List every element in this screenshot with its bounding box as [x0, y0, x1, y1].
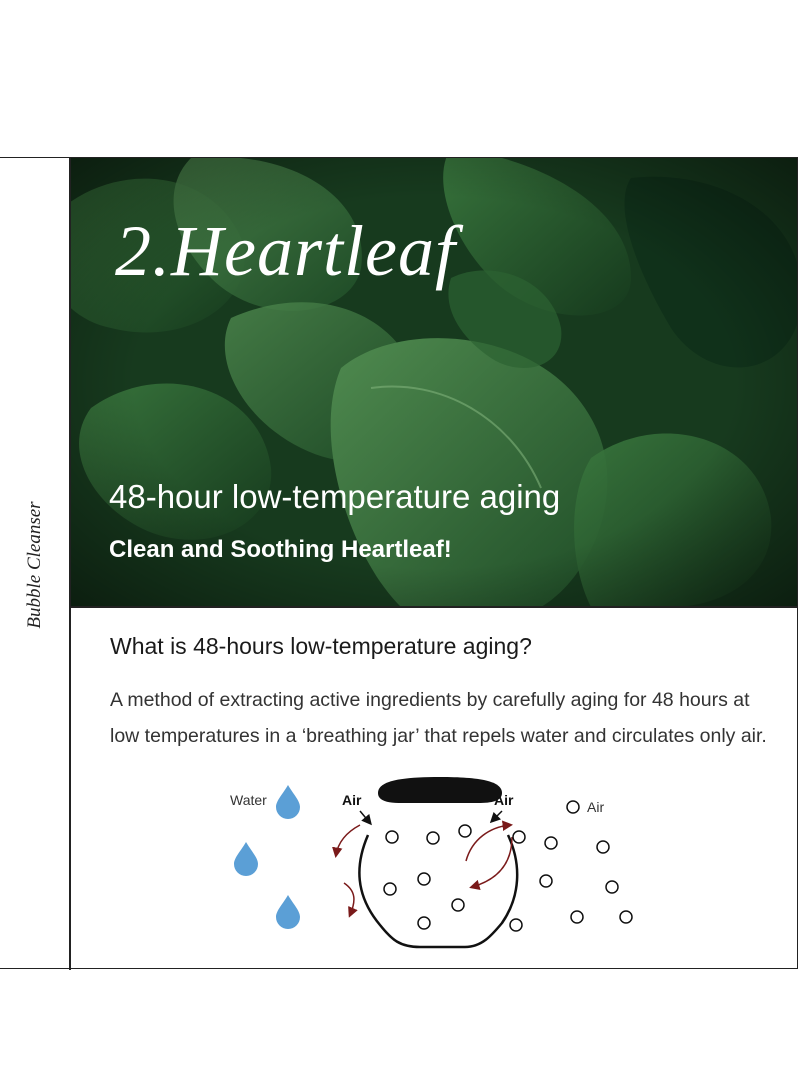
hero-title: 2.Heartleaf [115, 211, 456, 291]
air-legend-icon [567, 801, 579, 813]
breathing-jar-diagram [210, 775, 650, 955]
hero-subtitle: 48-hour low-temperature aging [109, 478, 561, 515]
hero-banner [71, 158, 797, 607]
hero-tagline: Clean and Soothing Heartleaf! [109, 536, 452, 563]
air-left-label: Air [342, 792, 362, 808]
section-heading: What is 48-hours low-temperature aging? [110, 633, 532, 659]
hero-divider [71, 606, 797, 608]
jar-lid [378, 777, 502, 803]
air-legend-label: Air [587, 799, 605, 815]
air-right-label: Air [494, 792, 514, 808]
water-drop-icon [276, 785, 300, 819]
jar-body [359, 835, 517, 947]
side-label: Bubble Cleanser [24, 501, 45, 629]
water-drop-icon [234, 842, 258, 876]
water-drop-icon [276, 895, 300, 929]
water-label: Water [230, 792, 267, 808]
section-body: A method of extracting active ingredients by carefully aging for 48 hours at low temperatures in a ‘breathing jar’ that repels water and circulates only air. [110, 689, 767, 747]
